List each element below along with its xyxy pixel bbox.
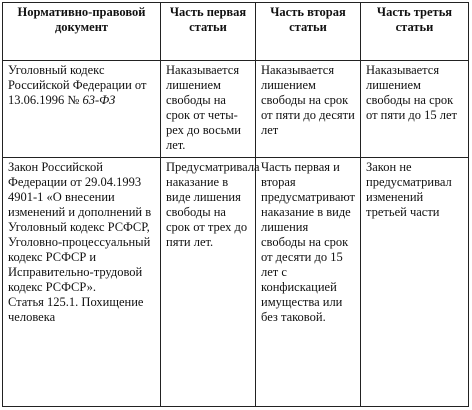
table-row — [3, 61, 469, 158]
cell-part-two: Часть первая и вторая предусматривают наказание в виде лишения свободы на срок от десяти до 15 лет с конфискацией имущества или без таковой. — [256, 158, 361, 407]
document-number: 63-ФЗ — [79, 93, 116, 107]
cell-part-one: Наказывается лишением свободы на срок от четырех до восьми лет. — [161, 61, 256, 158]
document-text: Закон Российской Федерации от 29.04.1993 4901-1 «О внесении изменений и дополнений в Уголовный кодекс РСФСР, Уголовно-процессуальный кодекс РСФСР и Исправительно-трудовой кодекс РСФСР». — [8, 160, 152, 294]
comparison-table — [2, 2, 469, 407]
cell-part-three: Наказывается лишением свободы на срок от пяти до 15 лет — [361, 61, 469, 158]
document-text: Уголовный кодекс Российской Федерации от 13.06.1996 № — [8, 63, 147, 107]
header-part-one: Часть первая статьи — [161, 3, 256, 61]
cell-part-one: Предусматривала наказание в виде лишения свободы на срок от трех до пяти лет. — [161, 158, 256, 407]
header-part-two: Часть вторая статьи — [256, 3, 361, 61]
table-header-row — [3, 3, 469, 61]
cell-part-two: Наказывается лишением свободы на срок от пяти до десяти лет — [256, 61, 361, 158]
cell-part-three: Закон не предусматривал изменений третьей части — [361, 158, 469, 407]
cell-document — [3, 61, 161, 158]
cell-document — [3, 158, 161, 407]
document-article: Статья 125.1. Похищение человека — [8, 295, 144, 324]
table-row — [3, 158, 469, 407]
header-part-three: Часть третья статьи — [361, 3, 469, 61]
header-document: Нормативно-правовой документ — [3, 3, 161, 61]
